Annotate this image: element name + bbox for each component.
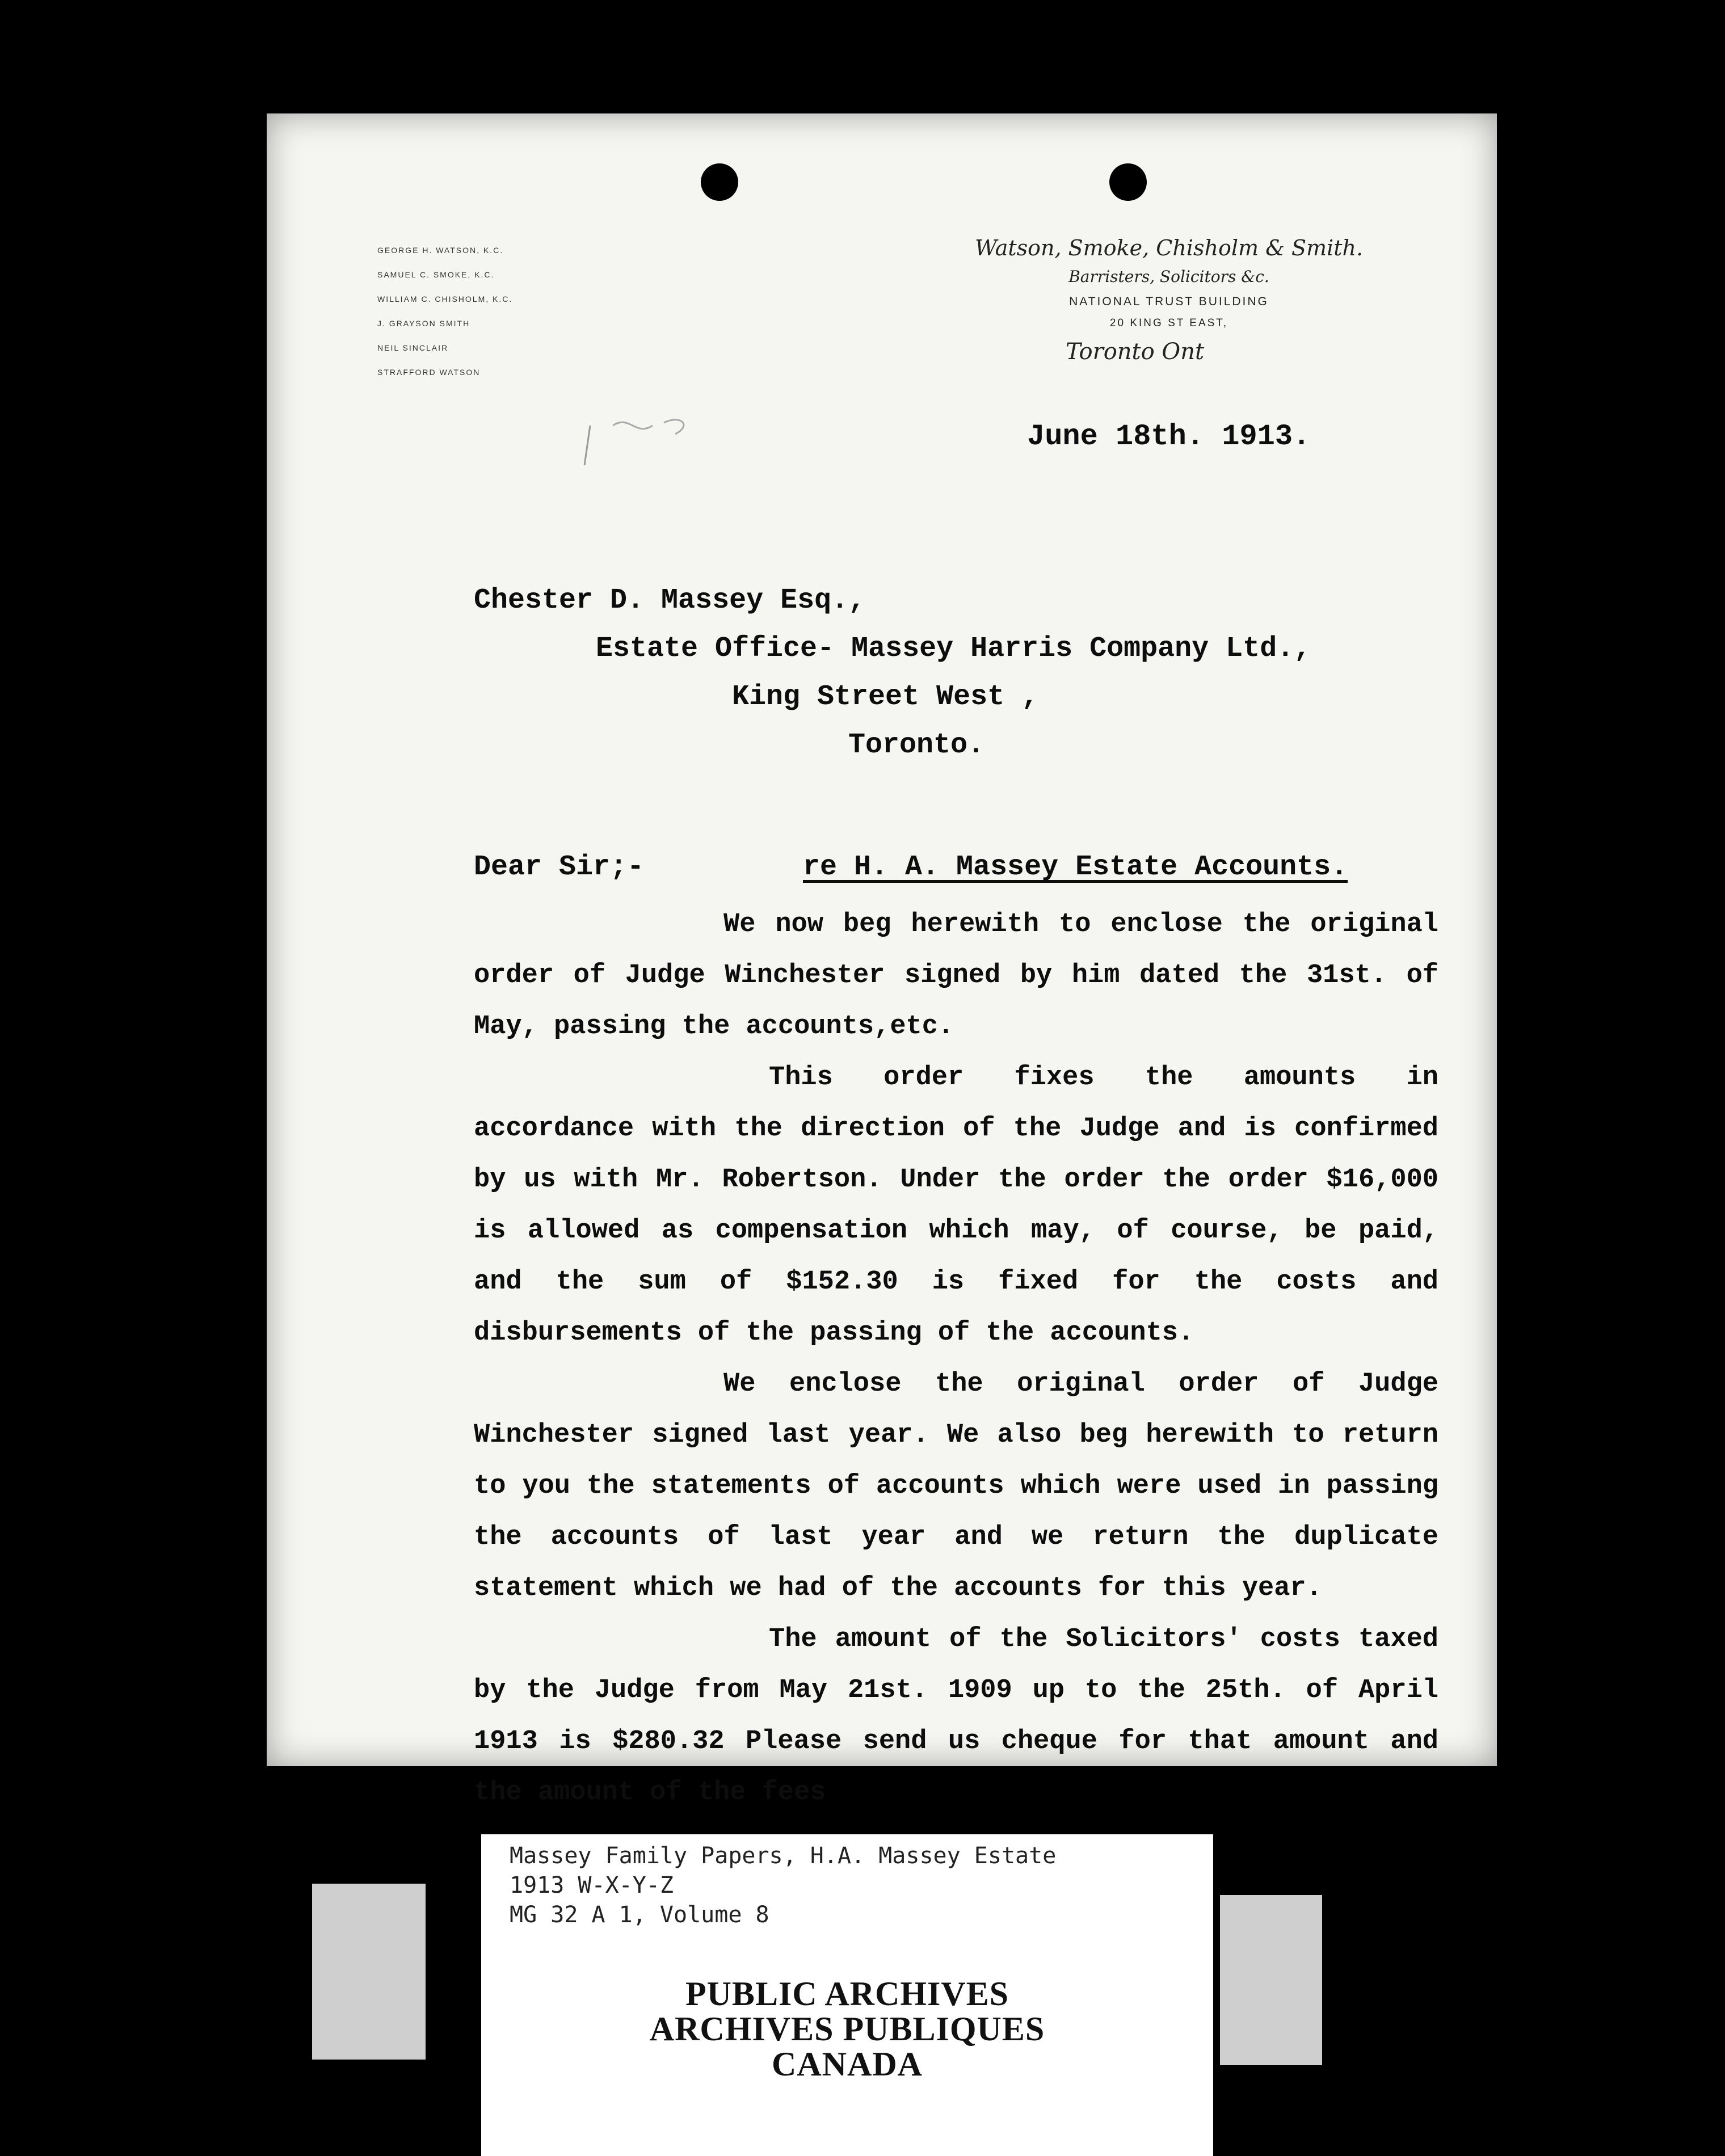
archive-volume: MG 32 A 1, Volume 8	[510, 1902, 769, 1928]
partner-name: WILLIAM C. CHISHOLM, K.C.	[377, 294, 513, 304]
address-line: Toronto.	[848, 729, 985, 761]
body-paragraph: The amount of the Solicitors' costs taxed by the Judge from May 21st. 1909 up to the 25th. of April 1913 is $280.32 Please send us cheque for that amount and the amount of the fees	[474, 1624, 1438, 1808]
partner-name: STRAFFORD WATSON	[377, 368, 481, 377]
archive-year: 1913 W-X-Y-Z	[510, 1872, 674, 1898]
subject-line: re H. A. Massey Estate Accounts.	[803, 851, 1348, 883]
body-paragraph: We now beg herewith to enclose the original order of Judge Winchester signed by him dated the 31st. of May, passing the accounts,etc.	[474, 909, 1438, 1042]
salutation: Dear Sir;-	[474, 851, 645, 883]
archive-metadata	[510, 1841, 1056, 1930]
partner-name: NEIL SINCLAIR	[377, 343, 449, 352]
partner-name: SAMUEL C. SMOKE, K.C.	[377, 270, 495, 279]
firm-letterhead	[914, 233, 1424, 370]
body-paragraph: This order fixes the amounts in accordance with the direction of the Judge and is confirmed by us with Mr. Robertson. Under the order the order $16,000 is allowed as compensation which may, of course, be paid, and the sum of $152.30 is fixed for the costs and disbursements of the passing of the accounts.	[474, 1063, 1438, 1348]
address-line: King Street West ,	[732, 681, 1039, 713]
stamp-line: PUBLIC ARCHIVES	[685, 1975, 1009, 2012]
firm-street: 20 KING ST EAST,	[1109, 317, 1228, 329]
partner-name: J. GRAYSON SMITH	[377, 319, 470, 328]
letter-page	[267, 113, 1497, 1808]
letter-body	[474, 899, 1438, 1818]
body-paragraph: We enclose the original order of Judge Winchester signed last year. We also beg herewith to return to you the statements of accounts which were used in passing the accounts of last year and we return the duplicate statement which we had of the accounts for this year.	[474, 1369, 1438, 1603]
punch-hole-icon	[1109, 163, 1147, 201]
firm-building: NATIONAL TRUST BUILDING	[1069, 295, 1269, 308]
paper-scrap	[312, 1884, 426, 2060]
partners-list	[377, 238, 512, 385]
firm-name: Watson, Smoke, Chisholm & Smith.	[974, 235, 1364, 260]
archive-collection: Massey Family Papers, H.A. Massey Estate	[510, 1843, 1057, 1869]
address-line: Chester D. Massey Esq.,	[474, 584, 866, 617]
partner-name: GEORGE H. WATSON, K.C.	[377, 246, 504, 255]
stamp-line: CANADA	[772, 2045, 923, 2083]
address-line: Estate Office- Massey Harris Company Ltd.,	[596, 633, 1311, 665]
pencil-annotation-icon	[579, 403, 704, 471]
paper-scrap	[1220, 1895, 1322, 2065]
firm-profession: Barristers, Solicitors &c.	[1068, 267, 1269, 286]
stamp-line: ARCHIVES PUBLIQUES	[649, 2010, 1045, 2048]
letter-date: June 18th. 1913.	[1027, 420, 1311, 453]
firm-city: Toronto Ont	[1065, 339, 1205, 365]
archive-label	[481, 1834, 1213, 2156]
archives-stamp	[481, 1976, 1213, 2082]
punch-hole-icon	[701, 163, 738, 201]
